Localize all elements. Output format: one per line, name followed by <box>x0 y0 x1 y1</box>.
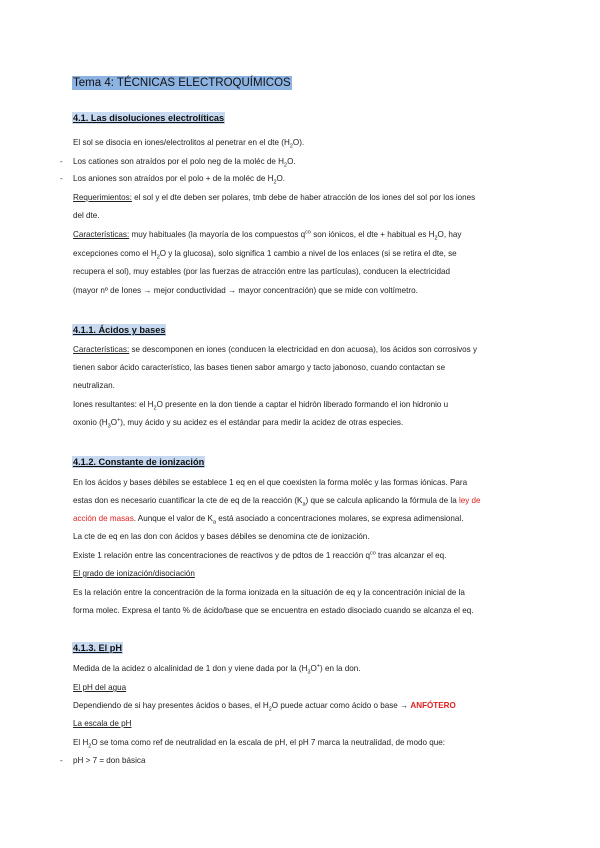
bullet-dash: - <box>60 756 63 765</box>
paragraph-ionization-4: La cte de eq en las don con ácidos y bases débiles se denomina cte de ionización. <box>73 532 370 541</box>
section-heading-4-1-2: 4.1.2. Constante de ionización <box>73 457 205 467</box>
paragraph-ionization-5: Existe 1 relación entre las concentraciones de reactivos y de pdtos de 1 reacción $q^{co}$ tras alcanzar el eq. <box>73 550 447 560</box>
section-heading-4-1: 4.1. Las disoluciones electrolíticas <box>73 113 225 123</box>
paragraph-characteristics: Características: muy habituales (la mayoría de los compuestos $q^{co}$ son iónicos, el dte + habitual es $H_2O$, hay <box>73 229 462 242</box>
bullet-dash: - <box>60 174 63 183</box>
subheading-water-ph: El pH del agua <box>73 683 127 692</box>
paragraph-characteristics-2: excepciones como el $H_2O$ y la glucosa), solo significa 1 cambio a nivel de los enlaces (si se retira el dte, se <box>73 249 457 261</box>
section-heading-4-1-3: 4.1.3. El pH <box>73 643 123 653</box>
page-title: Tema 4: TÉCNICAS ELECTROQUÍMICOS <box>73 77 291 89</box>
bullet-ph-basic: pH > 7 = don básica <box>73 756 146 765</box>
subheading-ionization-degree: El grado de ionización/disociación <box>73 569 195 578</box>
paragraph-ions: Iones resultantes: el $H_2O$ presente en la don tiende a captar el hidrón liberado formando el ion hidronio u <box>73 400 449 412</box>
bullet-cations: Los cationes son atraídos por el polo neg de la moléc de $H_2O$. <box>73 157 296 169</box>
paragraph-ph-definition: Medida de la acidez o alcalinidad de 1 don y viene dada por la $(H_3O^+)$ en la don. <box>73 663 361 676</box>
paragraph-ionization-degree-2: forma molec. Expresa el tanto % de ácido/base que se encuentra en estado disociado cuando se alcanza el eq. <box>73 606 474 615</box>
paragraph-water-ph: Dependiendo de si hay presentes ácidos o bases, el $H_2O$ puede actuar como ácido o base → ANFÓTERO <box>73 701 456 713</box>
paragraph-ph-scale: El $H_2O$ se toma como ref de neutralidad en la escala de pH, el pH 7 marca la neutralidad, de modo que: <box>73 738 445 750</box>
paragraph-ionization-degree-1: Es la relación entre la concentración de la forma ionizada en la situación de eq y la concentración inicial de la <box>73 588 465 597</box>
subheading-ph-scale: La escala de pH <box>73 719 132 728</box>
paragraph-acid-characteristics-2: tienen sabor ácido característico, las bases tienen sabor amargo y tacto jabonoso, cuando contactan se <box>73 363 446 372</box>
bullet-dash: - <box>60 157 63 166</box>
paragraph-intro: El sol se disocia en iones/electrolitos al penetrar en el dte $(H_2O)$. <box>73 138 305 150</box>
bullet-anions: Los aniones son atraídos por el polo + de la moléc de $H_2O$. <box>73 174 286 186</box>
paragraph-acid-characteristics-3: neutralizan. <box>73 381 115 390</box>
section-heading-4-1-1: 4.1.1. Ácidos y bases <box>73 325 166 335</box>
paragraph-acid-characteristics: Características: se descomponen en iones (conducen la electricidad en don acuosa), los ácidos son corrosivos y <box>73 345 478 354</box>
paragraph-characteristics-3: recupera el sol), muy estables (por las fuerzas de atracción entre las partículas), conducen la electricidad <box>73 267 450 276</box>
paragraph-characteristics-4: (mayor nº de Iones → mejor conductividad → mayor concentración) que se mide con voltímetro. <box>73 286 418 295</box>
paragraph-ionization-1: En los ácidos y bases débiles se establece 1 eq en el que coexisten la forma moléc y las formas iónicas. Para <box>73 478 468 487</box>
paragraph-requirements-cont: del dte. <box>73 211 100 220</box>
paragraph-ionization-2: estas don es necesario cuantificar la cte de eq de la reacción $(K_a)$ que se calcula aplicando la fórmula de la ley de <box>73 496 481 508</box>
paragraph-requirements: Requerimientos: el sol y el dte deben ser polares, tmb debe de haber atracción de los iones del sol por los iones <box>73 193 476 202</box>
paragraph-ions-2: oxonio $(H_3O^+)$, muy ácido y su acidez es el estándar para medir la acidez de otras especies. <box>73 417 404 430</box>
paragraph-ionization-3: acción de masas. Aunque el valor de $K_a$ está asociado a concentraciones molares, se expresa adimensional. <box>73 514 464 526</box>
